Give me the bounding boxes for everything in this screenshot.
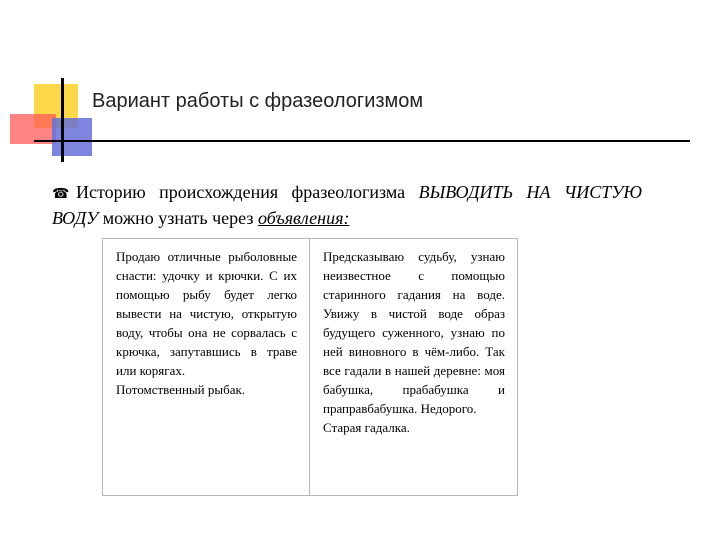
intro-text-middle: можно узнать через [98,208,258,228]
ad-signature: Потомственный рыбак. [116,382,246,397]
intro-text-start: Историю происхождения фразеологизма [76,182,419,202]
intro-phrase: ВЫВОДИТЬ НА ЧИСТУЮ ВОДУ [52,182,643,228]
title-underline [34,140,690,142]
ad-text: Продаю отличные рыболовные снасти: удочку и крючки. С их помощью рыбу будет легко вывести на чистую, открытую воду, чтобы она не сорвалась с крючка, запутавшись в траве или корягах. [116,249,297,378]
telephone-icon: ☎ [52,186,70,202]
ad-text: Предсказываю судьбу, узнаю неизвестное с помощью старинного гадания на воде. Увижу в чистой воде образ будущего суженного, узнаю по ней виновного в чём-либо. Так все гадали в нашей деревне: моя бабушка, прабабушка и праправбабушка. Недорого. [323,249,505,416]
ads-table [102,238,518,496]
slide-title: Вариант работы с фразеологизмом [92,90,424,112]
intro-text-end: объявления: [257,208,350,228]
ad-cell-fisherman [103,239,310,495]
ad-cell-fortune-teller [310,239,517,495]
intro-paragraph [52,180,642,230]
decorative-blue-square [52,118,92,156]
decorative-vertical-line [61,78,64,162]
ad-signature: Старая гадалка. [323,420,410,435]
